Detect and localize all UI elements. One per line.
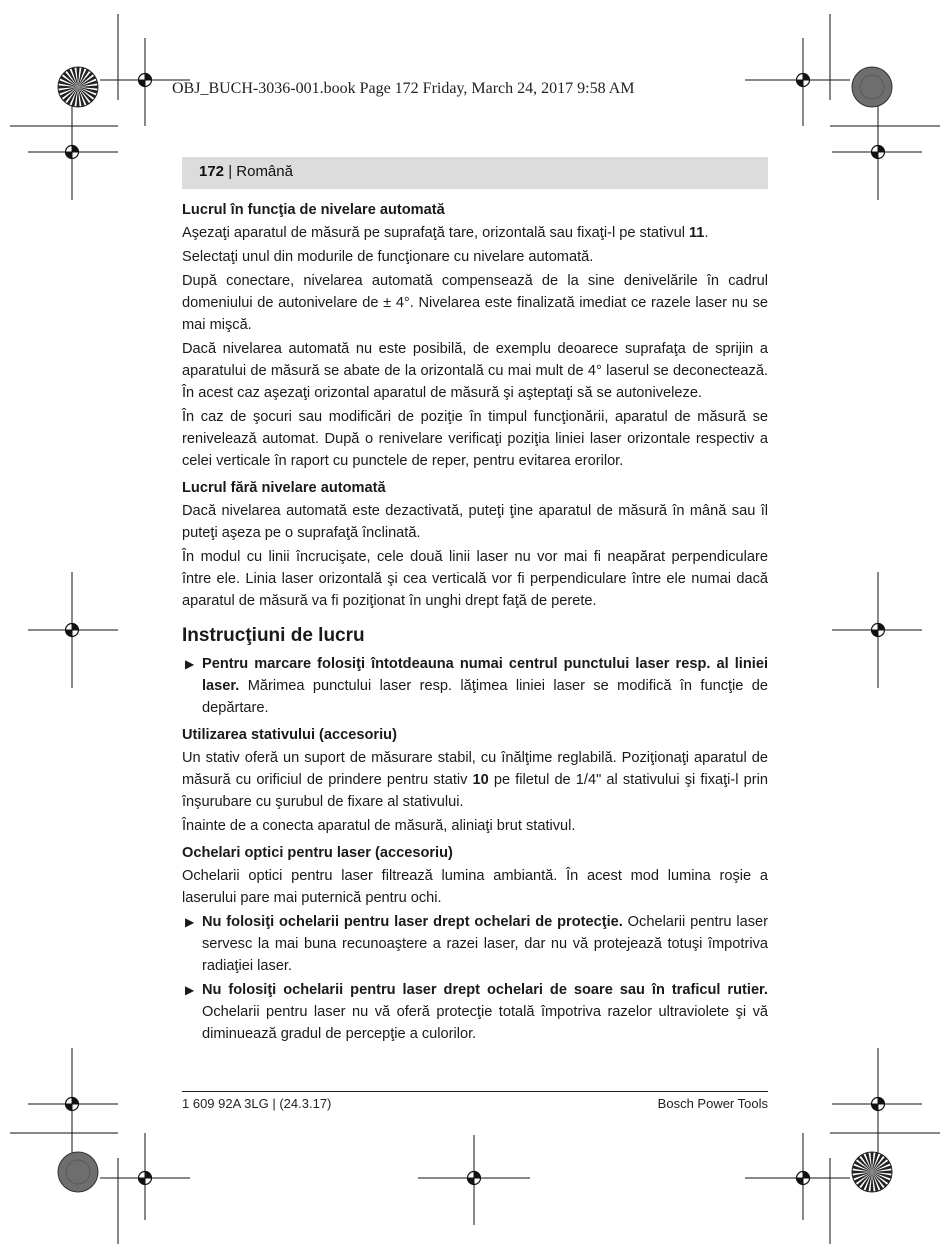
paragraph-auto-3: După conectare, nivelarea automată compensează de la sine denivelările în cadrul domeniului de autonivelare de ± 4°. Nivelarea este finalizată imediat ce razele laser nu se mai mişcă. — [182, 273, 768, 333]
paragraph-auto-1: Aşezaţi aparatul de măsură pe suprafaţă tare, orizontală sau fixaţi-l pe stativul 11. — [182, 225, 709, 241]
page-footer — [182, 1091, 768, 1111]
paragraph-tripod-2: Înainte de a conecta aparatul de măsură, aliniaţi brut stativul. — [182, 818, 576, 834]
paragraph-tripod-1: Un stativ oferă un suport de măsurare stabil, cu înălţime reglabilă. Poziţionaţi aparatul de măsură cu orificiul de prindere pentru stativ 10 pe filetul de 1/4" al stativului şi fixaţi-l prin înşurubare cu şurubul de fixare al stativului. — [182, 750, 768, 810]
paragraph-manual-1: Dacă nivelarea automată este dezactivată, puteţi ţine aparatul de măsură în mână sau îl puteţi aşeza pe o suprafaţă înclinată. — [182, 503, 768, 541]
ref-10: 10 — [472, 772, 489, 788]
heading-instructions: Instrucţiuni de lucru — [182, 625, 365, 646]
ref-11: 11 — [689, 225, 705, 241]
footer-brand: Bosch Power Tools — [657, 1096, 768, 1111]
bullet-triangle-icon: ▶ — [185, 915, 195, 929]
bullet-marking: ▶ Pentru marcare folosiţi întotdeauna numai centrul punctului laser resp. al liniei laser. Mărimea punctului laser resp. lăţimea liniei laser se modifică în funcţie de depărtare. — [182, 653, 768, 719]
page-content — [182, 199, 768, 1047]
header-language: Română — [236, 163, 293, 180]
page-header-band — [182, 157, 768, 189]
print-header: OBJ_BUCH-3036-001.book Page 172 Friday, March 24, 2017 9:58 AM — [172, 80, 635, 97]
bullet-triangle-icon: ▶ — [185, 657, 195, 671]
heading-tripod: Utilizarea stativului (accesoriu) — [182, 727, 397, 743]
paragraph-auto-5: În caz de şocuri sau modificări de poziţie în timpul funcţionării, aparatul de măsură se reniveleazǎ automat. După o renivelare verificaţi poziţia liniei laser orizontale respectiv a celei verticale în raport cu punctele de reper, pentru evitarea erorilor. — [182, 409, 768, 469]
paragraph-auto-2: Selectaţi unul din modurile de funcţionare cu nivelare automată. — [182, 249, 594, 265]
bullet-triangle-icon: ▶ — [185, 983, 195, 997]
heading-glasses: Ochelari optici pentru laser (accesoriu) — [182, 845, 453, 861]
page-number: 172 — [199, 163, 225, 180]
paragraph-manual-2: În modul cu linii încrucişate, cele două linii laser nu vor mai fi neapărat perpendiculare între ele. Linia laser orizontală şi cea verticală vor fi perpendiculare între ele numai dacă aparatul de măsură va fi poziţionat în unghi drept faţă de perete. — [182, 549, 768, 609]
paragraph-glasses-1: Ochelarii optici pentru laser filtrează lumina ambiantă. În acest mod lumina roşie a laserului pare mai puternică pentru ochi. — [182, 868, 768, 906]
footer-doc-code: 1 609 92A 3LG | (24.3.17) — [182, 1096, 332, 1111]
heading-manual-leveling: Lucrul fără nivelare automată — [182, 480, 386, 496]
heading-auto-leveling: Lucrul în funcţia de nivelare automată — [182, 202, 445, 218]
bullet-glasses-protection: ▶ Nu folosiţi ochelarii pentru laser drept ochelari de protecţie. Ochelarii pentru laser servesc la mai buna recunoaştere a razei laser, dar nu vă protejează totuşi împotriva radiaţiei laser. — [182, 911, 768, 977]
header-separator: | — [224, 163, 237, 180]
bullet-glasses-sun: ▶ Nu folosiţi ochelarii pentru laser drept ochelari de soare sau în traficul rutier. Ochelarii pentru laser nu vă oferă protecţie totală împotriva razelor ultraviolete şi vă diminuează gradul de percepţie a culorilor. — [182, 979, 768, 1045]
paragraph-auto-4: Dacă nivelarea automată nu este posibilă, de exemplu deoarece suprafaţa de sprijin a aparatului de măsură se abate de la orizontală cu mai mult de 4° laserul se deconectează. În acest caz aşezaţi orizontal aparatul de măsură şi aşteptaţi să se autoniveleze. — [182, 341, 768, 401]
page-header — [199, 163, 293, 180]
